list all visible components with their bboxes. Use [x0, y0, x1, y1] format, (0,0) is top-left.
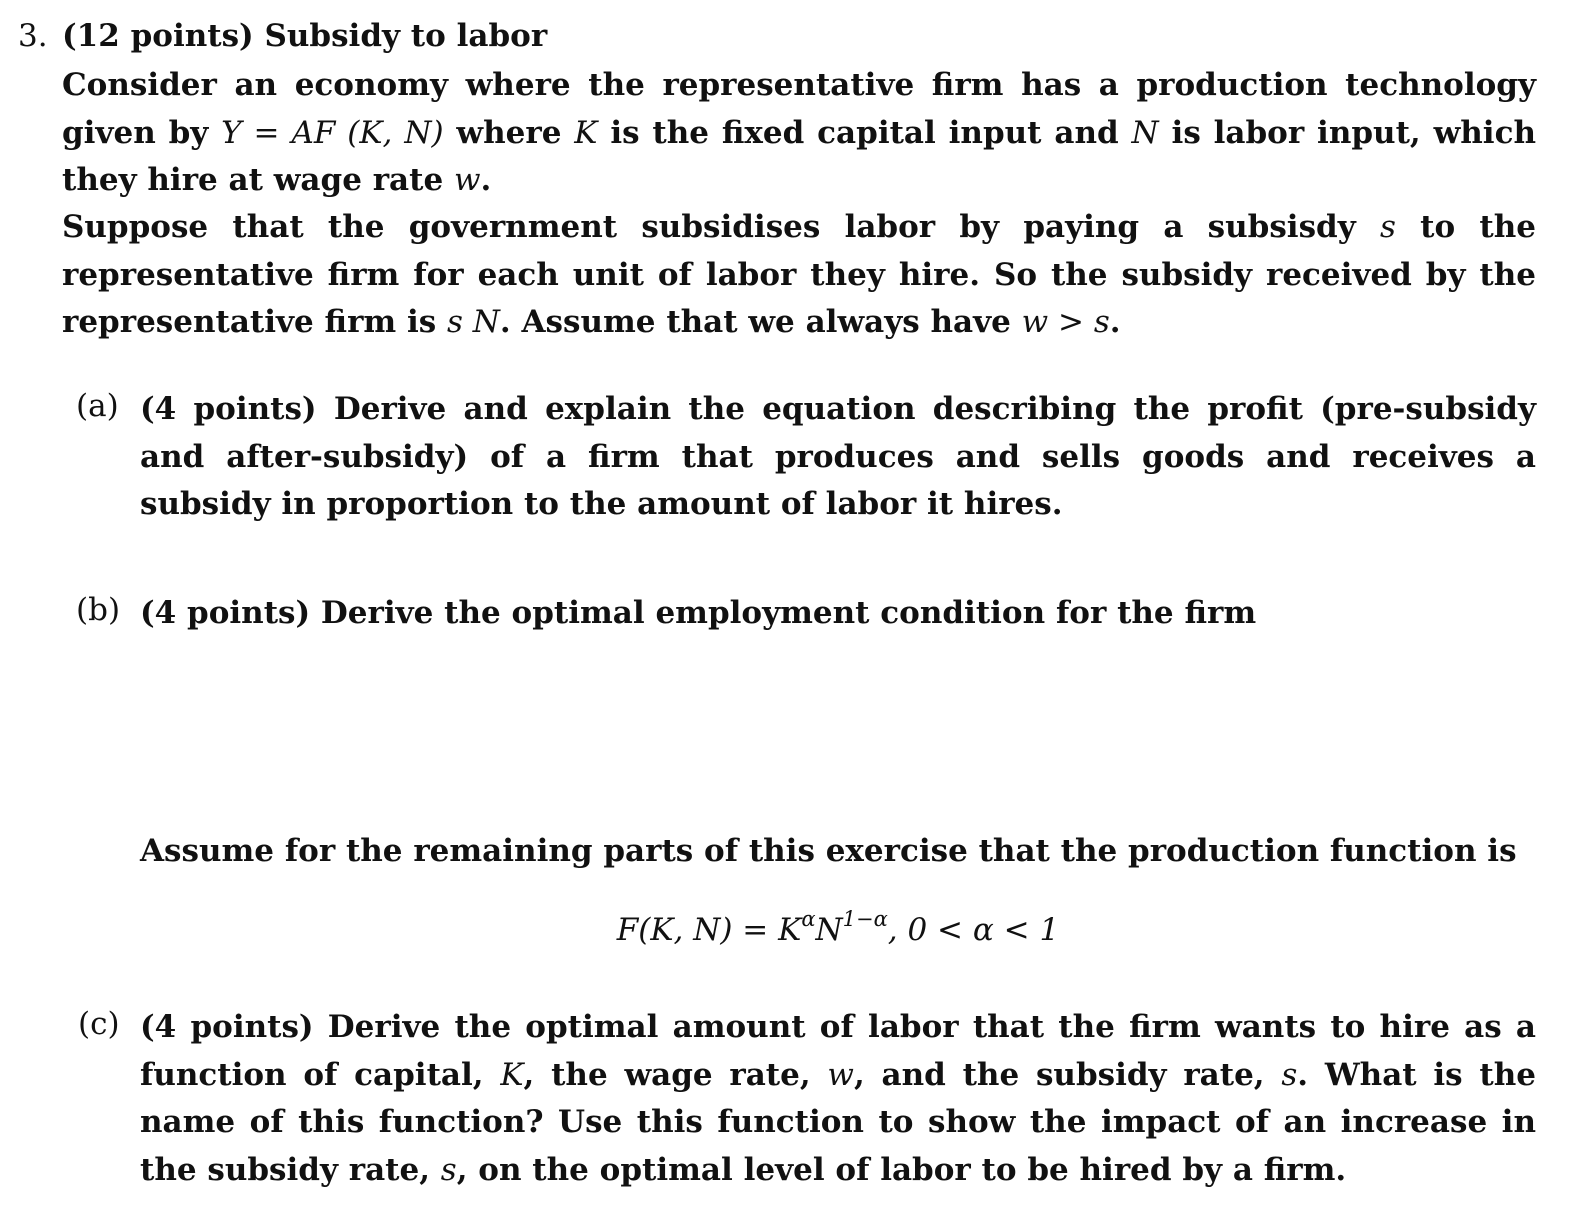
part-c-text-1: (4 points) Derive the optimal amount of labor that the firm wants to hire as a function of capital,: [140, 1009, 1536, 1093]
part-c-math-s: s: [1281, 1056, 1298, 1093]
question-title: (12 points) Subsidy to labor: [62, 18, 548, 54]
intro-p1-text-2: where: [443, 114, 575, 151]
equation-lhs: F(K, N) = K: [616, 912, 802, 948]
intro-p2-text-1: Suppose that the government subsidises labor by paying a subsisdy: [62, 209, 1380, 245]
part-a-text: (4 points) Derive and explain the equation describing the profit (pre-subsidy and after-subsidy) of a firm that produces and sells goods and receives a subsidy in proportion to the amount of labor it hires.: [140, 391, 1536, 522]
part-c-text-3: , and the subsidy rate,: [853, 1056, 1282, 1093]
intro-p1-math-production: Y = AF (K, N): [221, 114, 444, 151]
intro-p1-text-1: Consider an economy where the representative firm has a production technology given by: [62, 67, 1536, 151]
part-c-math-k: K: [500, 1056, 524, 1093]
intro-paragraph-1: [62, 62, 1536, 205]
part-c-text: [140, 1004, 1536, 1194]
intro-p2-text-3: . Assume that we always have: [499, 304, 1022, 340]
production-function-equation: [0, 907, 1572, 948]
intro-paragraph-2: [62, 204, 1536, 347]
intro-p1-math-w: w: [453, 162, 481, 198]
intro-p2-math-sn: s N: [447, 304, 500, 340]
intro-p2-text-4: .: [1109, 304, 1121, 340]
intro-p2-text-2: to the representative firm for each unit of labor they hire. So the subsidy received by the representative firm is: [62, 209, 1536, 340]
equation-exponent-alpha: α: [801, 907, 816, 931]
part-c-text-5: , on the optimal level of labor to be hired by a firm.: [456, 1151, 1347, 1188]
equation-constraint: , 0 < α < 1: [887, 912, 1060, 948]
intro-p2-math-w-gt-s: w > s: [1021, 304, 1110, 340]
intro-p1-text-4: is labor input, which they hire at wage rate: [62, 114, 1536, 198]
equation-exponent-one-minus-alpha: 1−α: [842, 907, 888, 931]
intro-p1-math-k: K: [574, 114, 598, 151]
part-c-math-s-2: s: [440, 1151, 457, 1188]
part-c-math-w: w: [827, 1056, 854, 1093]
intro-p2-math-s: s: [1379, 209, 1396, 245]
intro-p1-text-3: is the fixed capital input and: [597, 114, 1132, 151]
part-c-text-4: . What is the name of this function? Use this function to show the impact of an increase in the subsidy rate,: [140, 1056, 1536, 1188]
equation-n: N: [815, 912, 843, 948]
part-c-label: (c): [78, 1006, 120, 1042]
question-number: 3.: [18, 18, 48, 54]
part-b-text: (4 points) Derive the optimal employment condition for the firm: [140, 595, 1257, 631]
assumption-text: Assume for the remaining parts of this exercise that the production function is: [140, 833, 1517, 869]
part-c-text-2: , the wage rate,: [523, 1056, 828, 1093]
part-b-label: (b): [76, 592, 121, 628]
intro-p1-text-5: .: [480, 162, 492, 198]
part-a-label: (a): [76, 388, 119, 424]
intro-p1-math-n: N: [1131, 114, 1159, 151]
